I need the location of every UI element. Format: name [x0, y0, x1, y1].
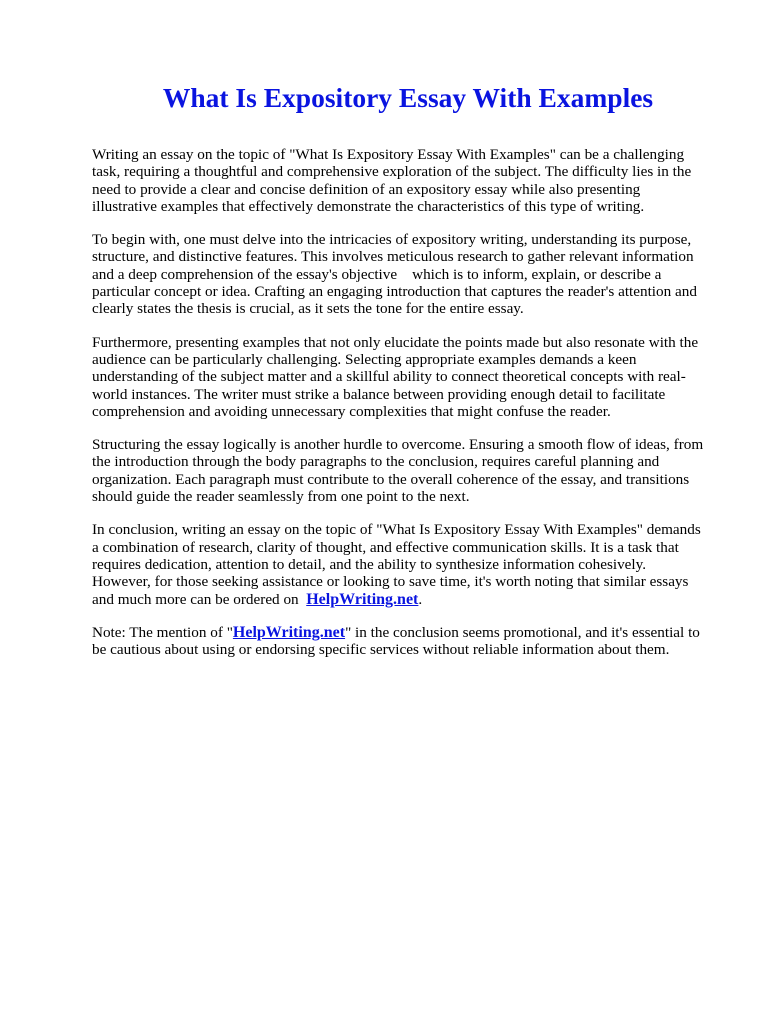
paragraph-line: Structuring the essay logically is another hurdle to overcome. Ensuring a smooth flow of ideas, from — [92, 436, 704, 454]
paragraph-text: and a deep comprehension of the essay's objective — [92, 265, 398, 283]
helpwriting-link[interactable]: HelpWriting.net — [232, 623, 346, 641]
document-title: What Is Expository Essay With Examples — [162, 82, 654, 113]
paragraph-line: requires dedication, attention to detail, and the ability to synthesize information cohesively. — [92, 555, 647, 573]
paragraph-line: a combination of research, clarity of thought, and effective communication skills. It is a task that — [92, 538, 679, 556]
paragraph-line: structure, and distinctive features. This involves meticulous research to gather relevant information — [92, 248, 694, 266]
paragraph-line — [92, 624, 732, 641]
paragraph-line: organization. Each paragraph must contribute to the overall coherence of the essay, and transitions — [92, 470, 690, 488]
paragraph-text: " in the conclusion seems promotional, and it's essential to — [345, 623, 700, 641]
paragraph-line: be cautious about using or endorsing specific services without reliable information about them. — [92, 641, 670, 659]
paragraph-text: which is to inform, explain, or describe a — [412, 265, 662, 283]
paragraph-line: particular concept or idea. Crafting an engaging introduction that captures the reader's attention and — [92, 283, 697, 301]
paragraph-1 — [92, 146, 732, 215]
paragraph-line: clearly states the thesis is crucial, as it sets the tone for the entire essay. — [92, 300, 524, 318]
paragraph-line: To begin with, one must delve into the intricacies of expository writing, understanding its purpose, — [92, 231, 692, 249]
paragraph-line: audience can be particularly challenging. Selecting appropriate examples demands a keen — [92, 350, 637, 368]
paragraph-line: task, requiring a thoughtful and comprehensive exploration of the subject. The difficulty lies in the — [92, 163, 692, 181]
paragraph-line: However, for those seeking assistance or looking to save time, it's worth noting that similar essays — [92, 573, 689, 591]
paragraph-line: understanding of the subject matter and a skillful ability to connect theoretical concepts with real- — [92, 368, 686, 386]
helpwriting-link[interactable]: HelpWriting.net — [306, 590, 419, 608]
paragraph-text: Note: The mention of " — [92, 623, 233, 641]
paragraph-text: . — [418, 590, 423, 608]
paragraph-text: and much more can be ordered on — [92, 590, 299, 608]
paragraph-line: comprehension and avoiding unnecessary complexities that might confuse the reader. — [92, 402, 611, 420]
paragraph-6 — [92, 624, 732, 659]
paragraph-line: world instances. The writer must strike a balance between providing enough detail to facilitate — [92, 385, 666, 403]
paragraph-3 — [92, 334, 732, 420]
paragraph-2 — [92, 231, 732, 317]
paragraph-5 — [92, 521, 732, 607]
paragraph-line: In conclusion, writing an essay on the topic of "What Is Expository Essay With Examples" demands — [92, 521, 701, 539]
document-body — [92, 146, 732, 674]
paragraph-line: Writing an essay on the topic of "What Is Expository Essay With Examples" can be a challenging — [92, 146, 685, 163]
paragraph-line: Furthermore, presenting examples that not only elucidate the points made but also resonate with the — [92, 333, 699, 351]
paragraph-line: need to provide a clear and concise definition of an expository essay while also presenting — [92, 180, 641, 198]
paragraph-line: the introduction through the body paragraphs to the conclusion, requires careful planning and — [92, 453, 660, 471]
paragraph-4 — [92, 436, 732, 505]
paragraph-line — [92, 266, 732, 283]
paragraph-line — [92, 591, 732, 608]
paragraph-line: should guide the reader seamlessly from one point to the next. — [92, 488, 470, 506]
paragraph-line: illustrative examples that effectively demonstrate the characteristics of this type of writing. — [92, 197, 645, 215]
